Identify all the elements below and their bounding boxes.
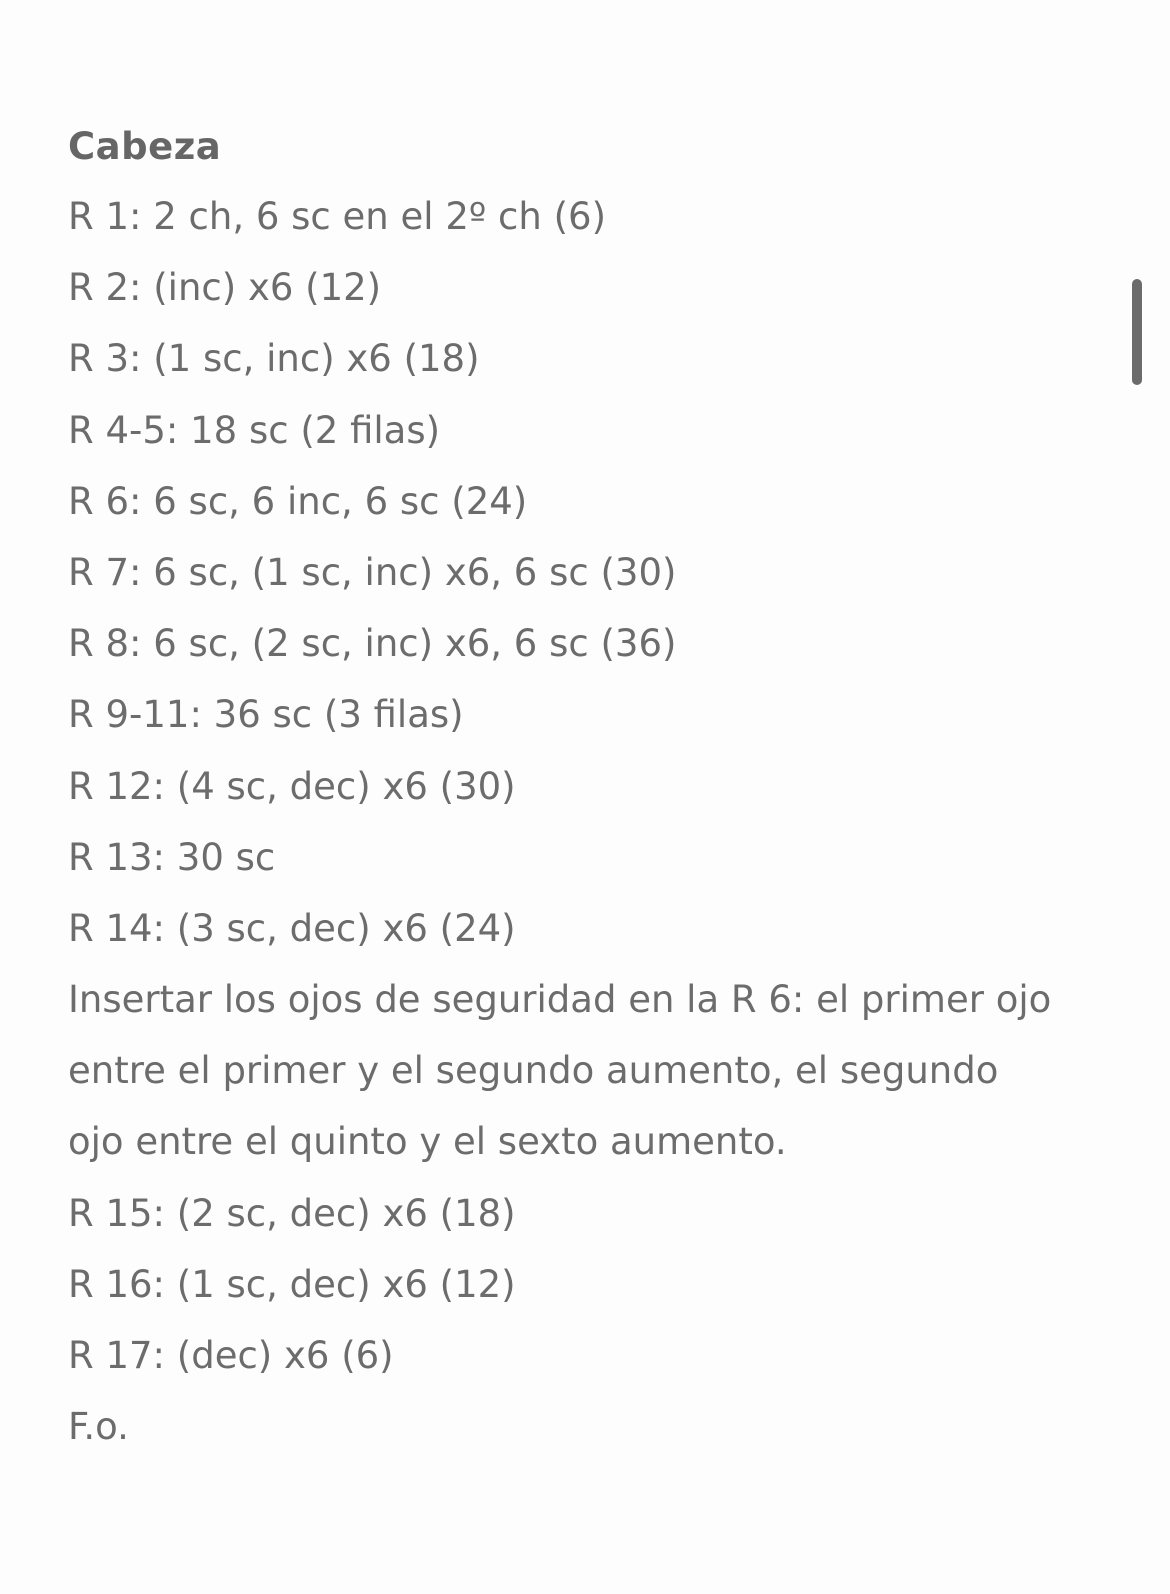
- round-line: R 8: 6 sc, (2 sc, inc) x6, 6 sc (36): [68, 622, 677, 666]
- round-line: R 13: 30 sc: [68, 835, 276, 879]
- round-line: R 9-11: 36 sc (3 filas): [68, 693, 464, 737]
- round-line: R 14: (3 sc, dec) x6 (24): [68, 906, 516, 950]
- scrollbar-thumb[interactable]: [1132, 279, 1142, 385]
- round-line: R 2: (inc) x6 (12): [68, 266, 382, 310]
- round-line: R 6: 6 sc, 6 inc, 6 sc (24): [68, 479, 528, 523]
- round-line: R 12: (4 sc, dec) x6 (30): [68, 764, 516, 808]
- eye-placement-instruction: Insertar los ojos de seguridad en la R 6: el primer ojo entre el primer y el segundo aumento, el segundo ojo entre el quinto y el sexto aumento.: [68, 978, 1052, 1164]
- round-line: R 17: (dec) x6 (6): [68, 1334, 394, 1378]
- round-line: R 15: (2 sc, dec) x6 (18): [68, 1191, 516, 1235]
- round-line: R 4-5: 18 sc (2 filas): [68, 408, 441, 452]
- fasten-off-line: F.o.: [68, 1405, 129, 1449]
- round-line: R 16: (1 sc, dec) x6 (12): [68, 1262, 516, 1306]
- pattern-content: [68, 113, 1068, 1462]
- round-line: R 3: (1 sc, inc) x6 (18): [68, 337, 480, 381]
- section-heading: Cabeza: [68, 125, 222, 168]
- round-line: R 7: 6 sc, (1 sc, inc) x6, 6 sc (30): [68, 550, 677, 594]
- round-line: R 1: 2 ch, 6 sc en el 2º ch (6): [68, 195, 607, 238]
